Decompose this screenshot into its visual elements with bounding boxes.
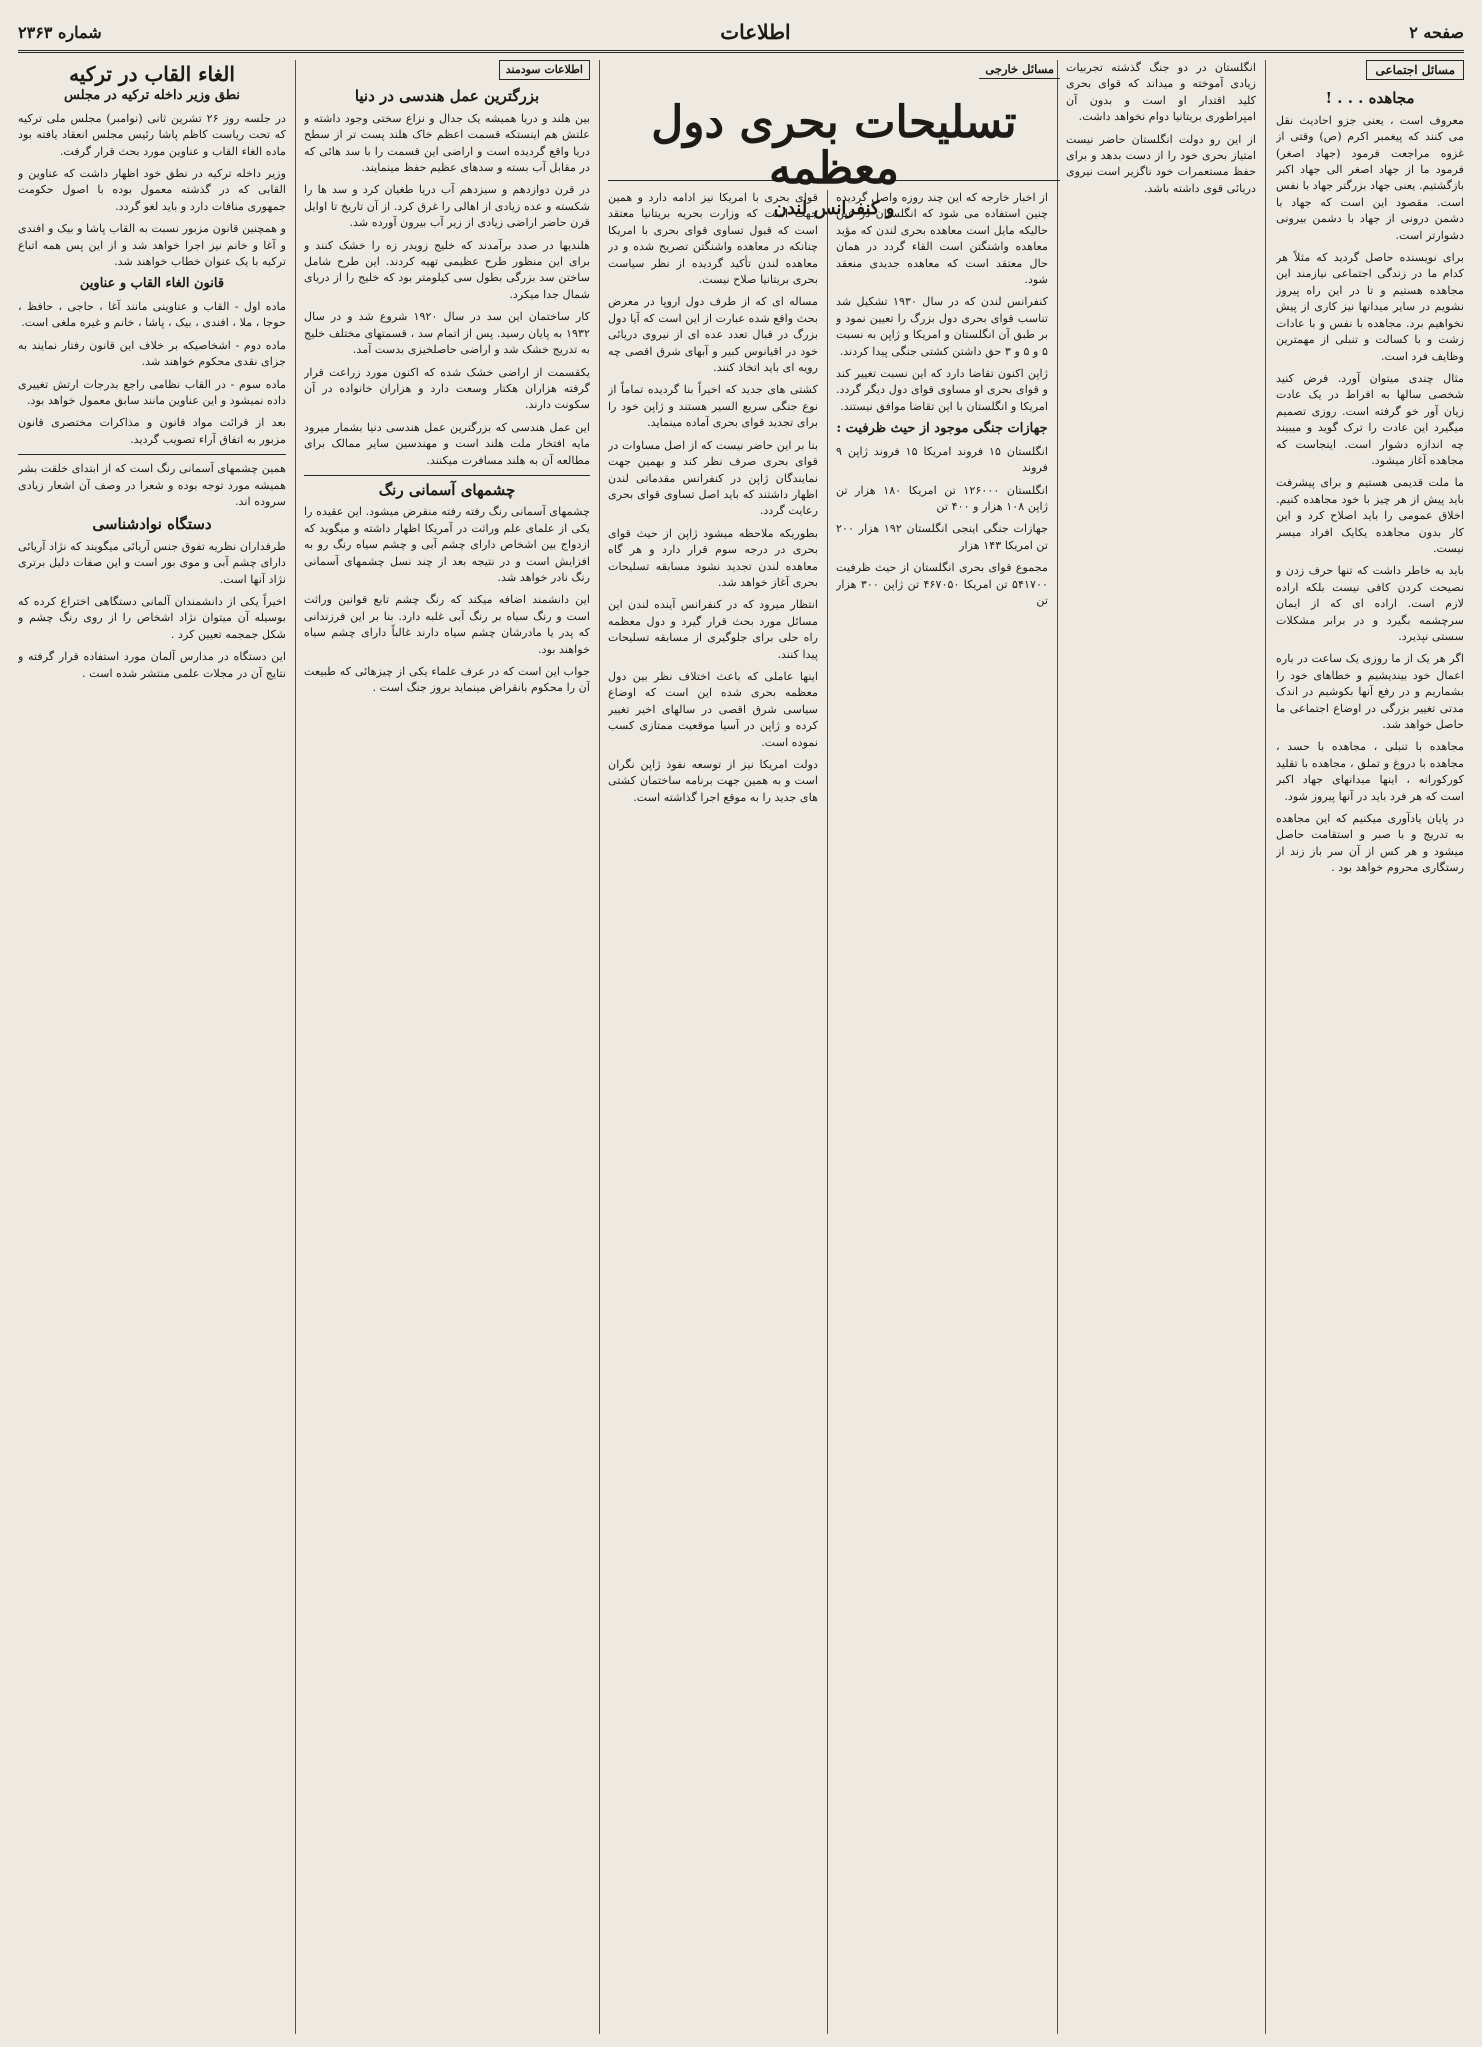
paragraph: این دانشمند اضافه میکند که رنگ چشم تابع قوانین وراثت است و رنگ سیاه بر رنگ آبی غلبه دارد. بنا بر این فرزندانی که پدر یا مادرشان چشم سیاه دارند غالباً دارای چشم سیاه خواهند بود. bbox=[304, 593, 590, 656]
column-divider bbox=[599, 60, 600, 2034]
main-headline: تسلیحات بحری دول معظمه bbox=[651, 97, 1017, 194]
paragraph: یکقسمت از اراضی خشک شده که اکنون مورد زراعت قرار گرفته هزاران هکتار وسعت دارد و هزاران خانواده در آن سکونت دارند. bbox=[304, 365, 590, 412]
paragraph: برای نویسنده حاصل گردید که مثلاً هر کدام ما در زندگی اجتماعی نیازمند این مجاهده هستیم و تا در این راه پیروز نشویم در سایر میدانها نیز کاری از پیش نخواهیم برد. مجاهده با نفس و با عادات زشت و با کسالت و تنبلی از مهمترین وظایف فرد است. bbox=[1276, 251, 1464, 363]
masthead bbox=[18, 14, 1464, 53]
article-headline: الغاء القاب در ترکیه bbox=[69, 62, 235, 86]
article-subheadline: نطق وزیر داخله ترکیه در مجلس bbox=[64, 88, 240, 104]
column-naval-left bbox=[608, 190, 818, 2034]
column-divider bbox=[1057, 60, 1058, 2034]
column-divider bbox=[1265, 60, 1266, 2034]
paragraph: همین چشمهای آسمانی رنگ است که از ابتدای خلقت بشر همیشه مورد توجه بوده و شعرا در وصف آن اشعار زیادی سروده اند. bbox=[18, 462, 286, 508]
law-title: قانون الغاء القاب و عناوین bbox=[79, 276, 225, 292]
paragraph: ژاپن اکنون تقاضا دارد که این نسبت تغییر کند و قوای بحری او مساوی قوای دول دیگر گردد. امریکا و انگلستان با این تقاضا موافق نیستند. bbox=[836, 367, 1048, 413]
article-headline: مجاهده . . . ! bbox=[1325, 89, 1415, 108]
paragraph: و همچنین قانون مزبور نسبت به القاب پاشا و بیک و افندی و آغا و خانم نیز اجرا خواهد شد و از این پس همه اتباع ترکیه با یک عنوان خطاب خواهند شد. bbox=[18, 222, 286, 269]
paragraph: قوای بحری با امریکا نیز ادامه دارد و همین جهت است که وزارت بحریه بریتانیا معتقد است که قبول تساوی قوای بحری با امریکا چنانکه در معاهده واشنگتن تصریح شده و در معاهده لندن تأکید گردیده از نظر سیاست بحری بریتانیا صلاح نیست. bbox=[608, 191, 818, 287]
paragraph: کار ساختمان این سد در سال ۱۹۲۰ شروع شد و در سال ۱۹۳۲ به پایان رسید. پس از اتمام سد ، قسمتهای مختلف خلیج به تدریج خشک شد و اراضی حاصلخیزی بدست آمد. bbox=[304, 310, 590, 357]
paragraph: از این رو دولت انگلستان حاضر نیست امتیاز بحری خود را از دست بدهد و برای حفظ مستعمرات خود ناگزیر است نیروی دریائی قوی داشته باشد. bbox=[1066, 132, 1256, 195]
page-number: صفحه ۲ bbox=[1409, 22, 1464, 42]
paragraph: مثال چندی میتوان آورد. فرض کنید شخصی سالها به افراط در یک عادت زیان آور خو گرفته است. روزی تصمیم میگیرد این عادت را ترک گوید و میبیند چه اندازه دشوار است. اینجاست که مجاهده آغاز میشود. bbox=[1276, 371, 1464, 467]
law-article: ماده اول - القاب و عناوینی مانند آغا ، حاجی ، حافظ ، حوجا ، ملا ، افندی ، بیک ، پاشا ، خانم و غیره ملغی است. bbox=[18, 299, 286, 330]
paragraph: انتظار میرود که در کنفرانس آینده لندن این مسائل مورد بحث قرار گیرد و دول معظمه راه حلی برای جلوگیری از مسابقه تسلیحات پیدا کنند. bbox=[608, 598, 818, 661]
paragraph: کنفرانس لندن که در سال ۱۹۳۰ تشکیل شد تناسب قوای بحری دول بزرگ را تعیین نمود و بر طبق آن انگلستان و امریکا و ژاپن به نسبت ۵ و ۵ و ۳ حق داشتن کشتی جنگی پیدا کردند. bbox=[836, 295, 1048, 358]
paragraph: در جلسه روز ۲۶ تشرین ثانی (نوامبر) مجلس ملی ترکیه که تحت ریاست کاظم پاشا رئیس مجلس انعقاد یافته بود ماده الغاء القاب و عناوین مورد بحث قرار گرفت. bbox=[18, 111, 286, 158]
section-divider bbox=[304, 475, 590, 476]
paragraph: در پایان یادآوری میکنیم که این مجاهده به تدریج و با صبر و استقامت حاصل میشود و هر کس از آن سر باز زند از رستگاری محروم خواهد بود . bbox=[1276, 812, 1464, 875]
issue-number: شماره ۲۳۶۳ bbox=[18, 22, 102, 42]
paragraph: بنا بر این حاضر نیست که از اصل مساوات در قوای بحری صرف نظر کند و بهمین جهت نمایندگان ژاپن در کنفرانس مقدماتی لندن اظهار داشتند که باید اصل تساوی قوای بحری رعایت گردد. bbox=[608, 438, 818, 518]
paragraph: مساله ای که از طرف دول اروپا در معرض بحث واقع شده عبارت از این است که آیا دول بزرگ در قبال تعدد عده ای از نیروی دریائی خود در اقیانوس کبیر و آبهای شرق اقصی چه رویه ای باید اتخاذ کنند. bbox=[608, 295, 818, 375]
article-headline: چشمهای آسمانی رنگ bbox=[378, 480, 516, 499]
column-divider bbox=[827, 190, 828, 2034]
table-title: جهازات جنگی موجود از حیث ظرفیت : bbox=[836, 421, 1048, 437]
paragraph: هلندیها در صدد برآمدند که خلیج زویدر زه را خشک کنند و برای این منظور طرح عظیمی تهیه کردند. این طرح شامل ساختن سد بزرگی بطول سی کیلومتر بود که خلیج را از دریای شمال جدا میکرد. bbox=[304, 238, 590, 301]
paragraph: چشمهای آسمانی رنگ رفته رفته منقرض میشود. این عقیده را یکی از علمای علم وراثت در آمریکا اظهار داشته و میگوید که ازدواج بین اشخاص دارای چشم آبی و چشم سیاه رنگ رو به افزایش است و در نتیجه بعد از چند نسل چشمهای آسمانی رنگ نادر خواهد شد. bbox=[304, 505, 590, 584]
paragraph: در قرن دوازدهم و سیزدهم آب دریا طغیان کرد و سد ها را شکسته و عده زیادی از اهالی را غرق کرد. از آن تاریخ تا اوایل قرن حاضر اراضی زیادی از زیر آب بیرون آورده شد. bbox=[304, 183, 590, 230]
statistic-line: انگلستان ۱۲۶۰۰۰ تن امریکا ۱۸۰ هزار تن ژاپن ۱۰۸ هزار و ۴۰۰ تن bbox=[836, 483, 1048, 513]
section-kicker: مسائل خارجی bbox=[979, 60, 1060, 79]
paragraph: ما ملت قدیمی هستیم و برای پیشرفت باید پیش از هر چیز با خود مجاهده کنیم. اخلاق عمومی را باید اصلاح کرد و این کار بدون مجاهده یکایک افراد میسر نیست. bbox=[1276, 476, 1464, 555]
law-article: ماده دوم - اشخاصیکه بر خلاف این قانون رفتار نمایند به جزای نقدی محکوم خواهند شد. bbox=[18, 338, 286, 369]
statistic-line: جهازات جنگی اینجی انگلستان ۱۹۲ هزار ۲۰۰ تن امریکا ۱۴۳ هزار bbox=[836, 522, 1048, 552]
paragraph: بین هلند و دریا همیشه یک جدال و نزاع سختی وجود داشته و علتش هم اینستکه قسمت اعظم خاک هلند پست تر از سطح دریا واقع گردیده است و اراضی این قسمت را با سد هائی که در مقابل آب بسته و سدهای عظیم حفظ مینمایند. bbox=[304, 111, 590, 175]
paragraph: این عمل هندسی که بزرگترین عمل هندسی دنیا بشمار میرود مایه افتخار ملت هلند است و مهندسین سایر ممالک برای مطالعه آن به هلند مسافرت میکنند. bbox=[304, 420, 590, 467]
paragraph: بطوریکه ملاحظه میشود ژاپن از حیث قوای بحری در درجه سوم قرار دارد و هر گاه معاهده لندن تجدید نشود مسابقه تسلیحات بحری آغاز خواهد شد. bbox=[608, 526, 818, 589]
paragraph: وزیر داخله ترکیه در نطق خود اظهار داشت که عناوین و القابی که در گذشته معمول بوده با اصول حکومت جمهوری منافات دارد و باید لغو گردد. bbox=[18, 167, 286, 213]
column-divider bbox=[295, 60, 296, 2034]
paragraph: اخیراً یکی از دانشمندان آلمانی دستگاهی اختراع کرده که بوسیله آن میتوان نژاد اشخاص را از روی رنگ چشم و شکل جمجمه تعیین کرد . bbox=[18, 594, 286, 641]
paragraph: بعد از قرائت مواد قانون و مذاکرات مختصری قانون مزبور به اتفاق آراء تصویب گردید. bbox=[18, 416, 286, 446]
paragraph: دولت امریکا نیز از توسعه نفوذ ژاپن نگران است و به همین جهت برنامه ساختمان کشتی های جدید را به موقع اجرا گذاشته است. bbox=[608, 758, 818, 804]
column-turkey bbox=[18, 60, 286, 2034]
naval-article-banner bbox=[608, 60, 1060, 219]
paragraph: انگلستان در دو جنگ گذشته تجربیات زیادی آموخته و میداند که قوای بحری کلید اقتدار او است و بدون آن امپراطوری بریتانیا دوام نخواهد داشت. bbox=[1066, 61, 1256, 124]
section-divider bbox=[18, 454, 286, 455]
paragraph: اگر هر یک از ما روزی یک ساعت در باره اعمال خود بیندیشیم و خطاهای خود را بشماریم و در رفع آنها بکوشیم در اندک مدتی تغییر بزرگی در اوضاع اجتماعی ما حاصل خواهد شد. bbox=[1276, 652, 1464, 732]
column-engineering bbox=[304, 60, 590, 2034]
article-headline: دستگاه نوادشناسی bbox=[92, 515, 212, 534]
paragraph: جواب این است که در عرف علماء یکی از چیزهائی که طبیعت آن را محکوم بانقراض مینماید بروز جنگ است . bbox=[304, 665, 590, 695]
paragraph: اینها عاملی که باعث اختلاف نظر بین دول معظمه بحری شده این است که اوضاع سیاسی شرق اقصی در سالهای اخیر تغییر کرده و ژاپن در آسیا موقعیت ممتازی کسب نموده است. bbox=[608, 669, 818, 749]
section-kicker: مسائل اجتماعی bbox=[1366, 60, 1464, 80]
law-article: ماده سوم - در القاب نظامی راجع بدرجات ارتش تغییری داده نمیشود و این عناوین مانند سابق معمول خواهد بود. bbox=[18, 377, 286, 407]
column-naval-right bbox=[836, 190, 1048, 2034]
paragraph: باید به خاطر داشت که تنها حرف زدن و نصیحت کردن کافی نیست بلکه اراده لازم است. اراده ای که از ایمان سرچشمه بگیرد و در برابر مشکلات سستی نپذیرد. bbox=[1276, 564, 1464, 643]
statistic-line: انگلستان ۱۵ فروند امریکا ۱۵ فروند ژاپن ۹ فروند bbox=[836, 444, 1048, 475]
paper-title: اطلاعات bbox=[720, 20, 791, 44]
column-social-issues bbox=[1276, 60, 1464, 2034]
main-subheadline: و کنفرانس لندن bbox=[773, 198, 895, 219]
paragraph: این دستگاه در مدارس آلمان مورد استفاده قرار گرفته و نتایج آن در مجلات علمی منتشر شده است . bbox=[18, 650, 286, 680]
paragraph: از اخبار خارجه که این چند روزه واصل گردیده چنین استفاده می شود که انگلستان در عین حالیکه مایل است معاهده بحری لندن که مؤید معاهده واشنگتن است القاء گردد در همان حال معتقد است که معاهده جدیدی منعقد شود. bbox=[836, 191, 1048, 287]
article-headline: بزرگترین عمل هندسی در دنیا bbox=[354, 87, 540, 106]
statistic-line: مجموع قوای بحری انگلستان از حیث ظرفیت ۵۴۱۷۰۰ تن امریکا ۴۶۷۰۵۰ تن ژاپن ۳۰۰ هزار تن bbox=[836, 561, 1048, 607]
paragraph: طرفداران نظریه تفوق جنس آریائی میگویند که نژاد آریائی دارای چشم آبی و موی بور است و این صفات دلیل برتری نژاد آنها است. bbox=[18, 539, 286, 586]
paragraph: کشتی های جدید که اخیراً بنا گردیده تماماً از نوع جنگی سریع السیر هستند و ژاپن خود را برای تجدید قوای بحری آماده مینماید. bbox=[608, 383, 818, 430]
paragraph: معروف است ، یعنی جزو احادیث نقل می کنند که پیغمبر اکرم (ص) وقتی از غزوه مراجعت فرمود (جهاد اصغر) فرمود ما از جهاد اصغر الی جهاد اکبر بازگشتیم. یعنی جهاد بزرگتر جهاد با نفس است. مقصود این است که جهاد با دشمن درونی از جهاد با دشمن بیرونی دشوارتر است. bbox=[1276, 113, 1464, 242]
column-social-continued bbox=[1066, 60, 1256, 2034]
newspaper-page bbox=[18, 14, 1464, 2034]
section-label: اطلاعات سودمند bbox=[499, 60, 590, 80]
paragraph: مجاهده با تنبلی ، مجاهده با حسد ، مجاهده با دروغ و تملق ، مجاهده با تقلید کورکورانه ، اینها میدانهای جهاد اکبر است که هر فرد باید در آنها پیروز شود. bbox=[1276, 740, 1464, 803]
